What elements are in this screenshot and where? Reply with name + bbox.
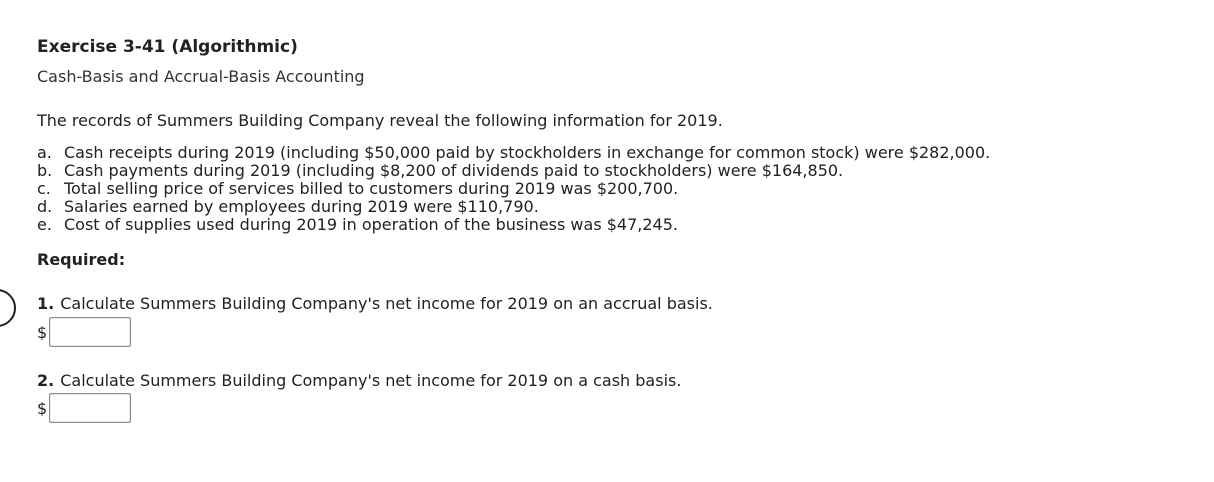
question-text: Calculate Summers Building Company's net income for 2019 on an accrual basis. — [60, 294, 713, 313]
item-letter: e. — [37, 215, 52, 234]
list-item — [37, 216, 990, 234]
item-letter: d. — [37, 197, 53, 216]
item-text: Total selling price of services billed to customers during 2019 was $200,700. — [64, 179, 679, 198]
required-heading: Required: — [37, 250, 126, 269]
answer-row-1 — [37, 317, 131, 347]
current-question-marker — [0, 289, 16, 327]
item-text: Salaries earned by employees during 2019 were $110,790. — [64, 197, 539, 216]
question-1 — [37, 294, 713, 313]
list-item — [37, 144, 990, 162]
cash-net-income-input[interactable] — [49, 393, 131, 423]
item-letter: a. — [37, 143, 52, 162]
answer-row-2 — [37, 393, 131, 423]
exercise-title: Exercise 3-41 (Algorithmic) — [37, 37, 298, 57]
item-letter: c. — [37, 179, 51, 198]
exercise-intro: The records of Summers Building Company reveal the following information for 2019. — [37, 111, 723, 130]
item-letter: b. — [37, 161, 53, 180]
list-item — [37, 180, 990, 198]
item-text: Cost of supplies used during 2019 in operation of the business was $47,245. — [64, 215, 678, 234]
list-item — [37, 162, 990, 180]
question-number: 1. — [37, 294, 55, 313]
item-text: Cash payments during 2019 (including $8,200 of dividends paid to stockholders) were $164,850. — [64, 161, 844, 180]
list-item — [37, 198, 990, 216]
question-2 — [37, 371, 681, 390]
exercise-subtitle: Cash-Basis and Accrual-Basis Accounting — [37, 67, 365, 86]
item-text: Cash receipts during 2019 (including $50,000 paid by stockholders in exchange for common stock) were $282,000. — [64, 143, 991, 162]
question-number: 2. — [37, 371, 55, 390]
currency-symbol: $ — [37, 398, 48, 418]
currency-symbol: $ — [37, 322, 48, 342]
question-text: Calculate Summers Building Company's net income for 2019 on a cash basis. — [60, 371, 682, 390]
accrual-net-income-input[interactable] — [49, 317, 131, 347]
information-list — [37, 144, 990, 234]
